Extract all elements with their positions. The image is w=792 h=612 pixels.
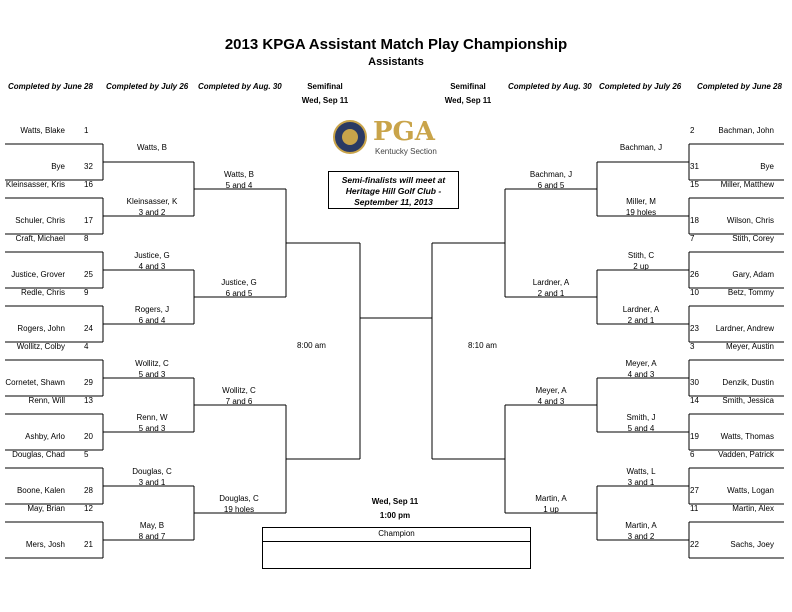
match-score: 5 and 4 <box>627 424 655 433</box>
match-score: 3 and 2 <box>138 208 166 217</box>
winner-name: Kleinsasser, K <box>126 197 178 206</box>
final-time: 1:00 pm <box>379 511 411 520</box>
player-name: Denzik, Dustin <box>722 378 774 387</box>
winner-name: Lardner, A <box>532 278 570 287</box>
seed-number: 19 <box>690 432 699 441</box>
player-name: Watts, Logan <box>727 486 774 495</box>
player-name: Watts, Thomas <box>720 432 774 441</box>
final-date: Wed, Sep 11 <box>371 497 419 506</box>
winner-name: Bachman, J <box>529 170 573 179</box>
pga-logo-word: PGA <box>373 117 435 147</box>
seed-number: 29 <box>84 378 93 387</box>
player-name: Wilson, Chris <box>726 216 774 225</box>
semifinal-right-time: 8:10 am <box>468 341 497 350</box>
page-subtitle: Assistants <box>368 56 424 68</box>
player-name: Redle, Chris <box>20 288 65 297</box>
player-name: Douglas, Chad <box>12 450 65 459</box>
match-score: 8 and 7 <box>138 532 166 541</box>
match-score: 5 and 4 <box>225 181 253 190</box>
winner-name: Stith, C <box>627 251 655 260</box>
winner-name: Martin, A <box>625 521 657 530</box>
col-header-right-r2: Completed by July 26 <box>599 82 682 91</box>
player-name: Cornetet, Shawn <box>5 378 65 387</box>
seed-number: 24 <box>84 324 93 333</box>
col-header-left-r3: Completed by Aug. 30 <box>198 82 282 91</box>
col-header-right-r3: Completed by Aug. 30 <box>508 82 592 91</box>
match-score: 3 and 1 <box>138 478 166 487</box>
winner-name: Douglas, C <box>132 467 172 476</box>
seed-number: 18 <box>690 216 699 225</box>
seed-number: 5 <box>84 450 89 459</box>
player-name: Gary, Adam <box>732 270 774 279</box>
player-name: Schuler, Chris <box>15 216 65 225</box>
semifinal-left-date: Wed, Sep 11 <box>301 96 349 105</box>
winner-name: Watts, B <box>137 143 167 152</box>
player-name: Bachman, John <box>718 126 774 135</box>
page-title: 2013 KPGA Assistant Match Play Championship <box>224 36 568 53</box>
player-name: Smith, Jessica <box>722 396 774 405</box>
winner-name: Rogers, J <box>134 305 170 314</box>
winner-name: Watts, L <box>626 467 656 476</box>
pga-logo <box>333 118 458 160</box>
player-name: Bye <box>760 162 774 171</box>
semifinal-right-date: Wed, Sep 11 <box>444 96 492 105</box>
col-header-left-r2: Completed by July 26 <box>106 82 189 91</box>
seed-number: 7 <box>690 234 695 243</box>
player-name: Wollitz, Colby <box>16 342 65 351</box>
seed-number: 25 <box>84 270 93 279</box>
match-score: 5 and 3 <box>138 370 166 379</box>
match-score: 3 and 1 <box>627 478 655 487</box>
match-score: 2 and 1 <box>537 289 565 298</box>
player-name: Bye <box>51 162 65 171</box>
seed-number: 2 <box>690 126 695 135</box>
seed-number: 26 <box>690 270 699 279</box>
match-score: 5 and 3 <box>138 424 166 433</box>
player-name: Betz, Tommy <box>727 288 774 297</box>
semifinal-left-label: Semifinal <box>307 82 343 91</box>
player-name: Kleinsasser, Kris <box>5 180 65 189</box>
seed-number: 9 <box>84 288 89 297</box>
match-score: 6 and 4 <box>138 316 166 325</box>
match-score: 4 and 3 <box>138 262 166 271</box>
seed-number: 4 <box>84 342 89 351</box>
winner-name: Wollitz, C <box>135 359 169 368</box>
col-header-right-r1: Completed by June 28 <box>697 82 782 91</box>
player-name: Mers, Josh <box>25 540 65 549</box>
player-name: Renn, Will <box>28 396 65 405</box>
player-name: Justice, Grover <box>11 270 65 279</box>
seed-number: 31 <box>690 162 699 171</box>
player-name: Vadden, Patrick <box>718 450 774 459</box>
winner-name: Miller, M <box>626 197 656 206</box>
seed-number: 21 <box>84 540 93 549</box>
winner-name: Martin, A <box>535 494 567 503</box>
player-name: Stith, Corey <box>732 234 774 243</box>
champion-box <box>262 527 531 569</box>
match-score: 7 and 6 <box>225 397 253 406</box>
player-name: Meyer, Austin <box>725 342 774 351</box>
col-header-left-r1: Completed by June 28 <box>8 82 93 91</box>
player-name: Boone, Kalen <box>16 486 65 495</box>
match-score: 1 up <box>543 505 559 514</box>
match-score: 19 holes <box>625 208 657 217</box>
seed-number: 6 <box>690 450 695 459</box>
winner-name: Lardner, A <box>622 305 660 314</box>
champion-label: Champion <box>263 528 530 542</box>
winner-name: Meyer, A <box>535 386 567 395</box>
winner-name: Bachman, J <box>619 143 663 152</box>
seed-number: 30 <box>690 378 699 387</box>
seed-number: 16 <box>84 180 93 189</box>
player-name: Martin, Alex <box>732 504 774 513</box>
winner-name: Meyer, A <box>625 359 657 368</box>
winner-name: Watts, B <box>224 170 254 179</box>
winner-name: Justice, G <box>221 278 257 287</box>
match-score: 6 and 5 <box>537 181 565 190</box>
match-score: 2 up <box>633 262 649 271</box>
seed-number: 11 <box>690 504 699 513</box>
seed-number: 15 <box>690 180 699 189</box>
seed-number: 3 <box>690 342 695 351</box>
pga-logo-section: Kentucky Section <box>375 147 437 156</box>
winner-name: Smith, J <box>626 413 656 422</box>
seed-number: 10 <box>690 288 699 297</box>
winner-name: Justice, G <box>134 251 170 260</box>
seed-number: 13 <box>84 396 93 405</box>
match-score: 4 and 3 <box>537 397 565 406</box>
match-score: 4 and 3 <box>627 370 655 379</box>
seed-number: 23 <box>690 324 699 333</box>
match-score: 2 and 1 <box>627 316 655 325</box>
match-score: 19 holes <box>223 505 255 514</box>
seed-number: 12 <box>84 504 93 513</box>
seed-number: 1 <box>84 126 89 135</box>
pga-seal-icon <box>333 120 367 154</box>
seed-number: 8 <box>84 234 89 243</box>
winner-name: Douglas, C <box>219 494 259 503</box>
seed-number: 27 <box>690 486 699 495</box>
player-name: Watts, Blake <box>20 126 65 135</box>
player-name: May, Brian <box>27 504 65 513</box>
seed-number: 14 <box>690 396 699 405</box>
seed-number: 22 <box>690 540 699 549</box>
match-score: 3 and 2 <box>627 532 655 541</box>
player-name: Sachs, Joey <box>730 540 774 549</box>
player-name: Miller, Matthew <box>720 180 774 189</box>
semifinal-left-time: 8:00 am <box>297 341 326 350</box>
seed-number: 17 <box>84 216 93 225</box>
winner-name: Wollitz, C <box>222 386 256 395</box>
seed-number: 20 <box>84 432 93 441</box>
winner-name: May, B <box>139 521 165 530</box>
semifinal-note: Semi-finalists will meet at Heritage Hill Golf Club - September 11, 2013 <box>328 171 459 209</box>
match-score: 6 and 5 <box>225 289 253 298</box>
semifinal-right-label: Semifinal <box>450 82 486 91</box>
seed-number: 28 <box>84 486 93 495</box>
player-name: Rogers, John <box>17 324 65 333</box>
player-name: Ashby, Arlo <box>25 432 65 441</box>
seed-number: 32 <box>84 162 93 171</box>
winner-name: Renn, W <box>136 413 168 422</box>
player-name: Craft, Michael <box>15 234 65 243</box>
player-name: Lardner, Andrew <box>715 324 774 333</box>
